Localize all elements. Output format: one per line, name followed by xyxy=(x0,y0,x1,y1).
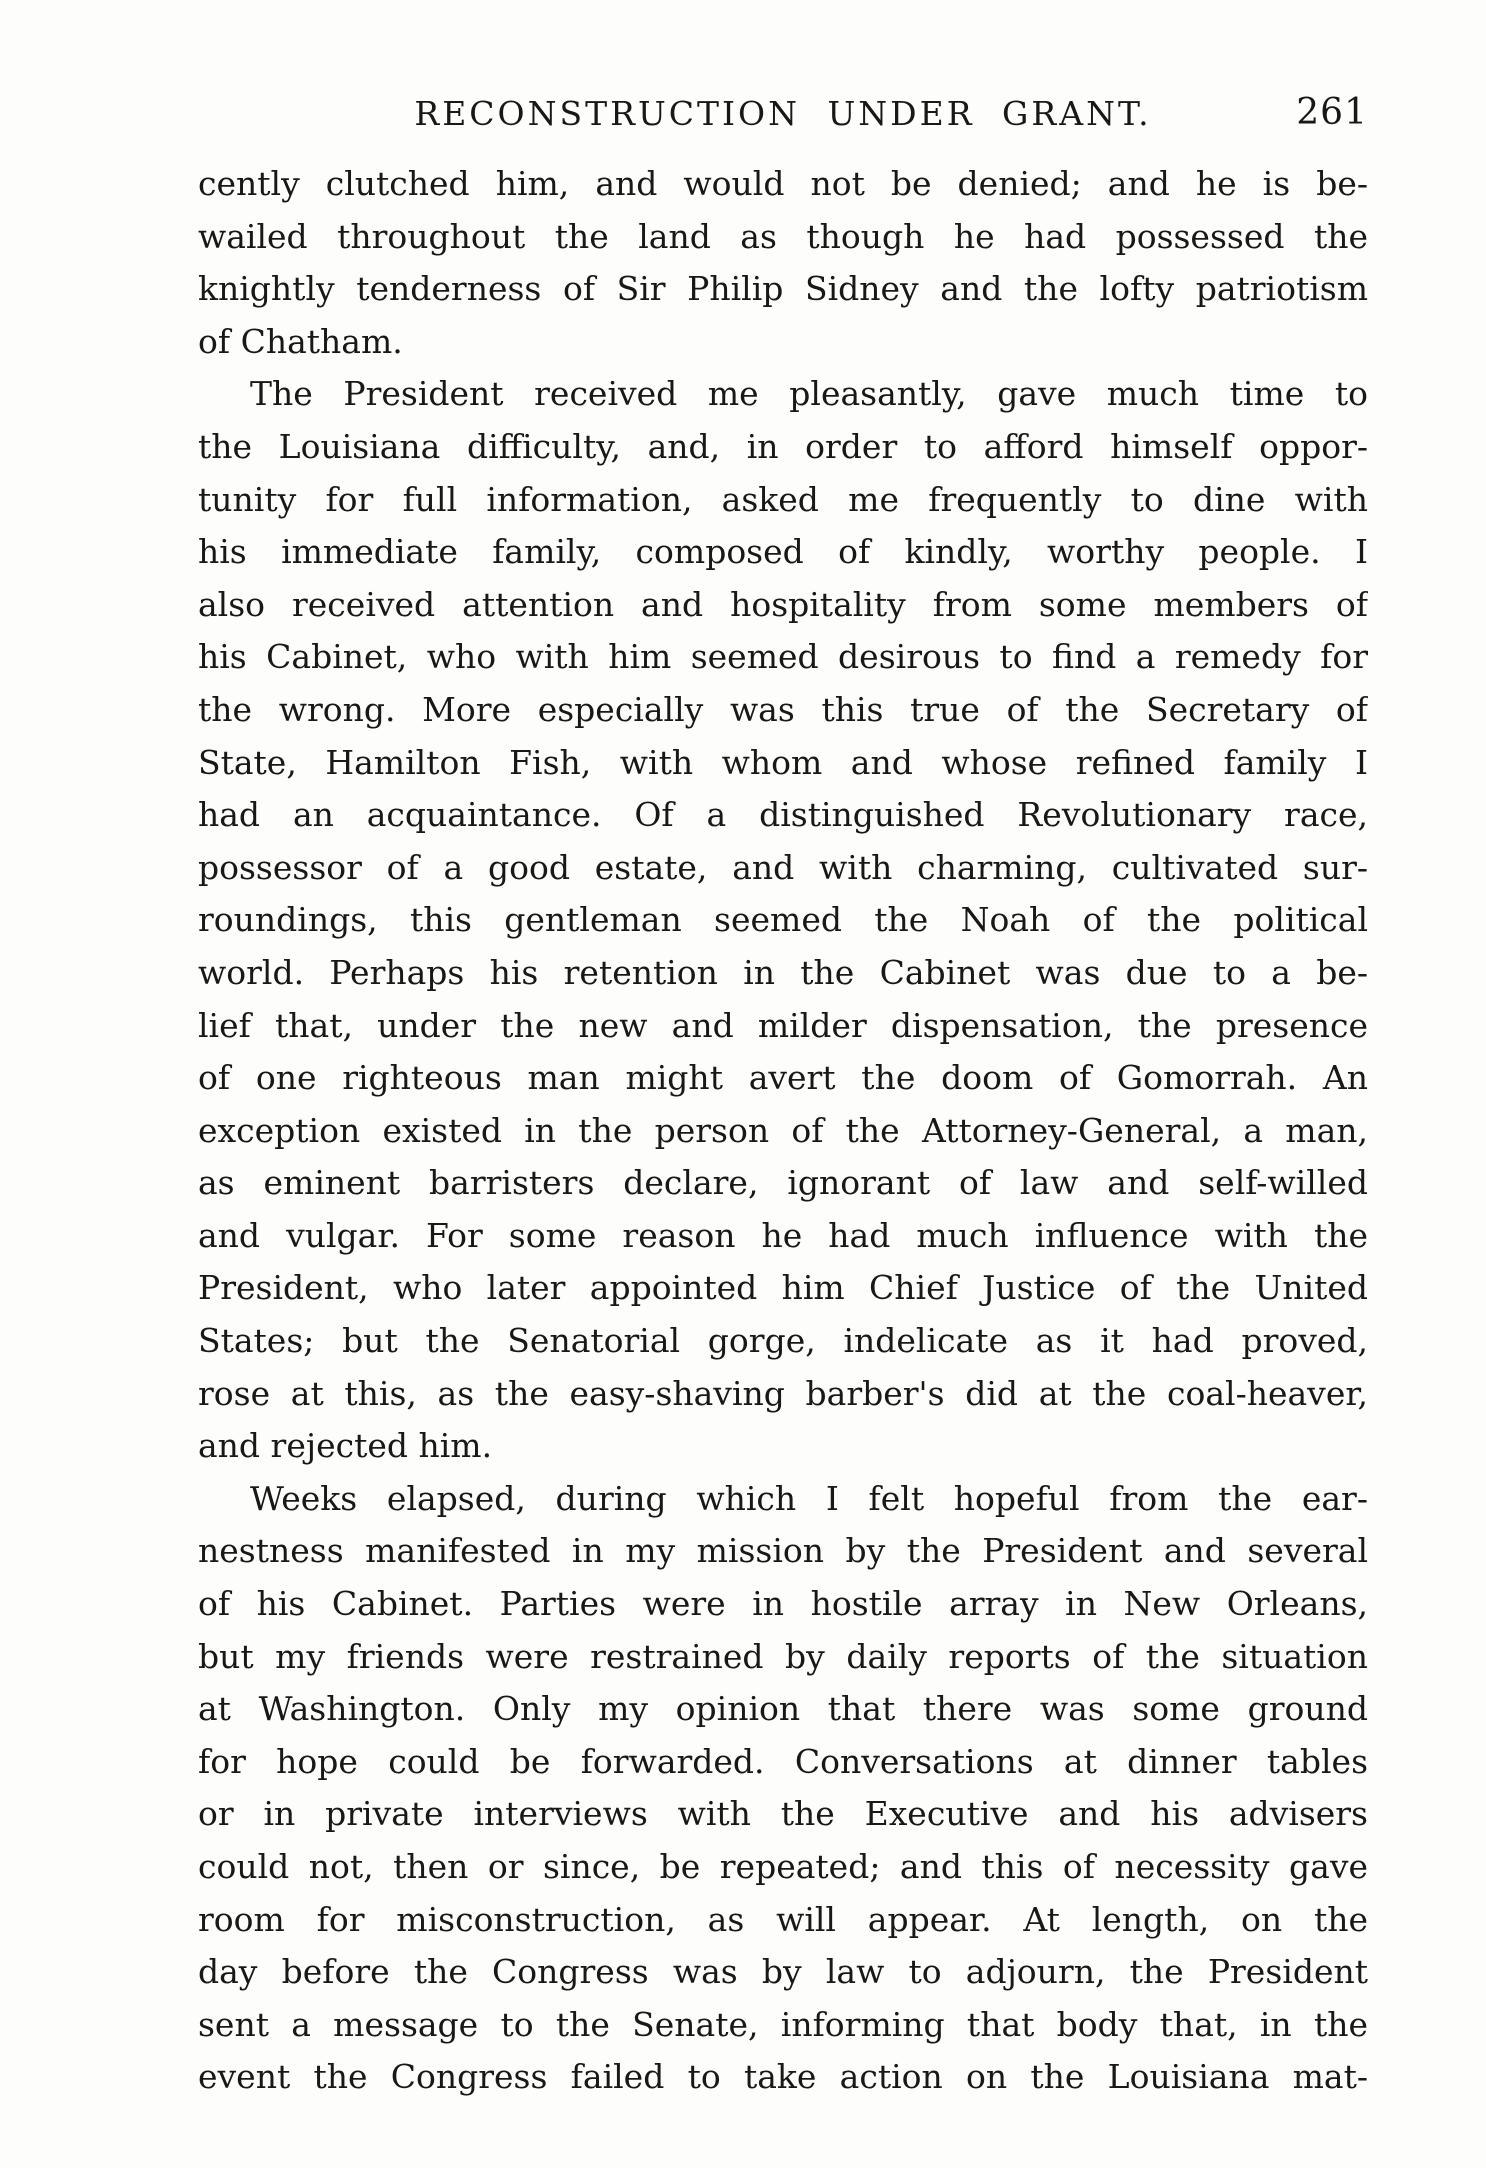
text-line: rose at this, as the easy-shaving barber's did at the coal-heaver, xyxy=(198,1373,1368,1413)
text-line: could not, then or since, be repeated; and this of necessity gave xyxy=(198,1847,1368,1886)
text-line: possessor of a good estate, and with charming, cultivated sur- xyxy=(198,847,1368,887)
page-header xyxy=(198,94,1368,138)
text-line: President, who later appointed him Chief Justice of the United xyxy=(198,1268,1368,1308)
text-line: had an acquaintance. Of a distinguished Revolutionary race, xyxy=(198,795,1368,835)
text-line: of his Cabinet. Parties were in hostile array in New Orleans, xyxy=(198,1584,1368,1624)
text-line: world. Perhaps his retention in the Cabinet was due to a be- xyxy=(198,952,1368,992)
text-line: event the Congress failed to take action on the Louisiana mat- xyxy=(198,2057,1368,2097)
text-line: tunity for full information, asked me frequently to dine with xyxy=(198,479,1368,519)
paragraph xyxy=(198,1473,1368,2104)
text-line: room for misconstruction, as will appear. At length, on the xyxy=(198,1899,1368,1939)
running-title: RECONSTRUCTION UNDER GRANT. xyxy=(414,94,1152,133)
text-line: States; but the Senatorial gorge, indelicate as it had proved, xyxy=(198,1321,1368,1361)
text-line: his immediate family, composed of kindly, worthy people. I xyxy=(198,532,1368,572)
text-line: or in private interviews with the Executive and his advisers xyxy=(198,1794,1368,1834)
page-body xyxy=(198,158,1368,2104)
text-line: and rejected him. xyxy=(198,1426,493,1466)
text-line: at Washington. Only my opinion that there was some ground xyxy=(198,1689,1368,1729)
text-line: Weeks elapsed, during which I felt hopeful from the ear- xyxy=(250,1478,1368,1518)
paragraph xyxy=(198,158,1368,368)
text-line: roundings, this gentleman seemed the Noah of the political xyxy=(198,900,1368,940)
text-line: also received attention and hospitality from some members of xyxy=(198,584,1368,624)
text-line: knightly tenderness of Sir Philip Sidney and the lofty patriotism xyxy=(198,269,1368,309)
text-line: the wrong. More especially was this true of the Secretary of xyxy=(198,689,1368,729)
text-line: but my friends were restrained by daily reports of the situation xyxy=(198,1636,1368,1676)
text-line: for hope could be forwarded. Conversations at dinner tables xyxy=(198,1741,1368,1781)
text-line: his Cabinet, who with him seemed desirous to find a remedy for xyxy=(198,637,1368,677)
text-line: The President received me pleasantly, gave much time to xyxy=(250,374,1368,414)
text-line: lief that, under the new and milder dispensation, the presence xyxy=(198,1005,1368,1045)
text-line: cently clutched him, and would not be denied; and he is be- xyxy=(198,164,1368,203)
text-line: nestness manifested in my mission by the President and several xyxy=(198,1531,1368,1571)
text-line: exception existed in the person of the Attorney-General, a man, xyxy=(198,1110,1368,1150)
text-line: day before the Congress was by law to adjourn, the President xyxy=(198,1952,1368,1992)
text-line: the Louisiana difficulty, and, in order to afford himself oppor- xyxy=(198,426,1368,466)
text-line: State, Hamilton Fish, with whom and whose refined family I xyxy=(198,742,1368,782)
paragraph xyxy=(198,368,1368,1472)
text-line: sent a message to the Senate, informing that body that, in the xyxy=(198,2004,1368,2044)
text-line: of one righteous man might avert the doom of Gomorrah. An xyxy=(198,1058,1368,1098)
page-number: 261 xyxy=(1296,92,1368,133)
text-line: of Chatham. xyxy=(198,321,403,361)
text-line: and vulgar. For some reason he had much influence with the xyxy=(198,1215,1368,1255)
text-line: wailed throughout the land as though he had possessed the xyxy=(198,216,1368,256)
text-line: as eminent barristers declare, ignorant of law and self-willed xyxy=(198,1163,1368,1203)
